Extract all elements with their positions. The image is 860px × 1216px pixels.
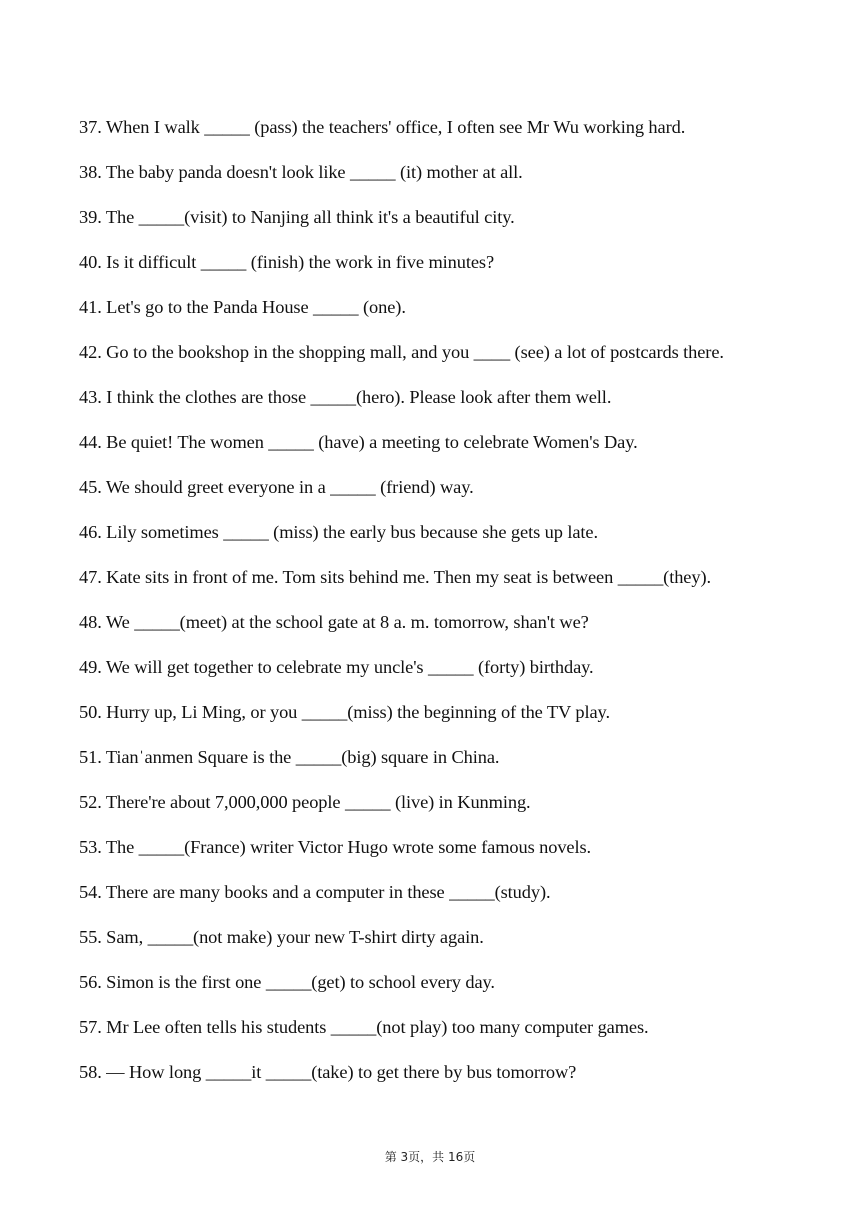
- question-53: 53. The _____(France) writer Victor Hugo wrote some famous novels.: [79, 837, 592, 857]
- question-47: 47. Kate sits in front of me. Tom sits behind me. Then my seat is between _____(they).: [79, 567, 711, 587]
- question-48: 48. We _____(meet) at the school gate at 8 a. m. tomorrow, shan't we?: [79, 612, 589, 632]
- question-40: 40. Is it difficult _____ (finish) the work in five minutes?: [79, 252, 495, 272]
- question-list: [79, 113, 819, 1103]
- page-number-footer: 第 3页，共 16页: [384, 1150, 476, 1164]
- question-41: 41. Let's go to the Panda House _____ (one).: [79, 297, 406, 317]
- question-46: 46. Lily sometimes _____ (miss) the early bus because she gets up late.: [79, 522, 598, 542]
- question-44: 44. Be quiet! The women _____ (have) a meeting to celebrate Women's Day.: [79, 432, 638, 452]
- question-37: 37. When I walk _____ (pass) the teachers' office, I often see Mr Wu working hard.: [79, 117, 686, 137]
- question-38: 38. The baby panda doesn't look like _____ (it) mother at all.: [79, 162, 523, 182]
- question-52: 52. There're about 7,000,000 people _____ (live) in Kunming.: [79, 792, 531, 812]
- question-42: 42. Go to the bookshop in the shopping mall, and you ____ (see) a lot of postcards there.: [79, 342, 724, 362]
- question-54: 54. There are many books and a computer in these _____(study).: [79, 882, 551, 902]
- question-56: 56. Simon is the first one _____(get) to school every day.: [79, 972, 495, 992]
- question-43: 43. I think the clothes are those _____(hero). Please look after them well.: [79, 387, 612, 407]
- question-58: 58. — How long _____it _____(take) to get there by bus tomorrow?: [79, 1062, 577, 1082]
- question-45: 45. We should greet everyone in a _____ (friend) way.: [79, 477, 474, 497]
- question-39: 39. The _____(visit) to Nanjing all think it's a beautiful city.: [79, 207, 515, 227]
- question-50: 50. Hurry up, Li Ming, or you _____(miss) the beginning of the TV play.: [79, 702, 610, 722]
- question-49: 49. We will get together to celebrate my uncle's _____ (forty) birthday.: [79, 657, 594, 677]
- question-57: 57. Mr Lee often tells his students _____(not play) too many computer games.: [79, 1017, 649, 1037]
- question-55: 55. Sam, _____(not make) your new T-shirt dirty again.: [79, 927, 484, 947]
- question-51: 51. Tianˈanmen Square is the _____(big) square in China.: [79, 747, 500, 767]
